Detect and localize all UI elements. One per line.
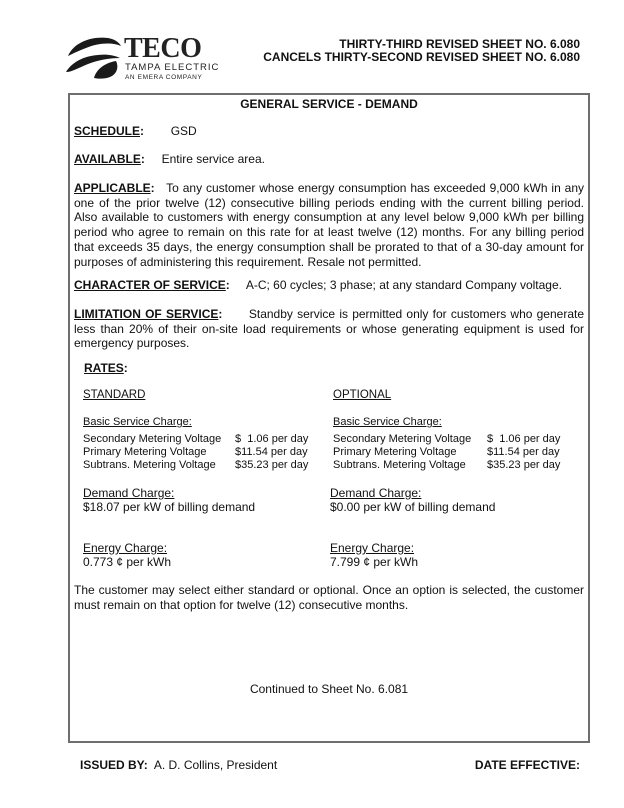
rate-name: Subtrans. Metering Voltage (83, 459, 216, 471)
issued-value: A. D. Collins, President (153, 758, 278, 772)
issued-label: ISSUED BY: (80, 758, 148, 772)
applicable-label: APPLICABLE (74, 181, 151, 195)
character-value: A-C; 60 cycles; 3 phase; at any standard Company voltage. (245, 278, 562, 292)
rate-row (333, 446, 560, 459)
applicable-section: APPLICABLE: To any customer whose energy consumption has exceeded 9,000 kWh in any one of the prior twelve (12) consecutive billing periods ending with the current billing period. Also available to customers with energy consumption at any level below 9,000 kWh per billing period who agree to remain on this rate for at least twelve (12) months. For any billing period that exceeds 35 days, the energy consumption shall be prorated to that of a 30-day amount for purposes of administering this requirement. Resale not permitted. (74, 181, 584, 269)
sheet-info (263, 38, 580, 64)
optional-demand (330, 486, 495, 514)
optional-basic-label-text: Basic Service Charge: (333, 416, 442, 428)
schedule-section: SCHEDULE: GSD (74, 124, 197, 138)
document-title: GENERAL SERVICE - DEMAND (240, 97, 418, 111)
optional-demand-label: Demand Charge: (330, 486, 422, 500)
rate-name: Primary Metering Voltage (333, 446, 457, 458)
logo-name: TECO (124, 33, 202, 64)
applicable-text: To any customer whose energy consumption has exceeded 9,000 kWh in any one of the prior twelve (12) consecutive billing periods ending with the current billing period. Also available to customers with energy consumption at any level below 9,000 kWh per billing period who agree to remain on this rate for at least twelve (12) months. For any billing period that exceeds 35 days, the energy consumption shall be prorated to that of a 30-day amount for purposes of administering this requirement. Resale not permitted. (74, 181, 584, 269)
logo-tagline: AN EMERA COMPANY (125, 74, 203, 81)
rate-name: Subtrans. Metering Voltage (333, 459, 466, 471)
rates-heading: RATES: (84, 361, 128, 375)
rate-row (83, 459, 308, 472)
standard-heading (83, 389, 145, 402)
standard-demand (83, 486, 255, 514)
rate-name: Secondary Metering Voltage (83, 433, 222, 445)
optional-energy (330, 541, 418, 569)
optional-energy-value: 7.799 ¢ per kWh (330, 555, 419, 569)
standard-basic-label-text: Basic Service Charge: (83, 416, 192, 428)
optional-basic-list (333, 433, 560, 472)
teco-logo (64, 34, 244, 82)
standard-basic-list (83, 433, 308, 472)
date-effective: DATE EFFECTIVE: (474, 758, 580, 772)
available-label: AVAILABLE (74, 152, 141, 166)
rate-row (83, 446, 308, 459)
limitation-label: LIMITATION OF SERVICE (74, 307, 219, 321)
tariff-box (68, 93, 590, 743)
character-section: CHARACTER OF SERVICE: A-C; 60 cycles; 3 phase; at any standard Company voltage. (74, 278, 562, 292)
optional-energy-label: Energy Charge: (330, 541, 415, 555)
selection-note: The customer may select either standard or optional. Once an option is selected, the customer must remain on that option for twelve (12) consecutive months. (74, 583, 584, 612)
standard-demand-value: $18.07 per kW of billing demand (83, 500, 256, 514)
rate-value: $ 1.06 per day (235, 433, 309, 445)
standard-energy-value: 0.773 ¢ per kWh (83, 555, 172, 569)
rate-value: $35.23 per day (235, 459, 309, 471)
available-section: AVAILABLE: Entire service area. (74, 152, 265, 166)
rate-value: $35.23 per day (487, 459, 561, 471)
rate-row (333, 433, 560, 446)
issued-by (80, 758, 277, 772)
rate-row (333, 459, 560, 472)
optional-heading (333, 389, 391, 402)
available-value: Entire service area. (161, 152, 265, 166)
rates-label: RATES (84, 361, 124, 375)
standard-energy (83, 541, 171, 569)
standard-basic-label (83, 416, 192, 429)
teco-swoosh-icon (64, 34, 124, 80)
logo-subtitle: TAMPA ELECTRIC (125, 62, 220, 73)
continued-note: Continued to Sheet No. 6.081 (249, 682, 409, 696)
rate-name: Secondary Metering Voltage (333, 433, 472, 445)
cancels-sheet: CANCELS THIRTY-SECOND REVISED SHEET NO. 6.080 (263, 50, 580, 64)
limitation-section: LIMITATION OF SERVICE: Standby service is permitted only for customers who generate less than 20% of their on-site load requirements or whose generating equipment is used for emergency purposes. (74, 307, 585, 351)
rate-name: Primary Metering Voltage (83, 446, 207, 458)
schedule-value: GSD (170, 124, 197, 138)
standard-heading-text: STANDARD (83, 389, 146, 401)
sheet-number: THIRTY-THIRD REVISED SHEET NO. 6.080 (339, 37, 580, 51)
schedule-label: SCHEDULE (74, 124, 141, 138)
rate-row (83, 433, 308, 446)
standard-energy-label: Energy Charge: (83, 541, 168, 555)
rate-value: $11.54 per day (487, 446, 560, 458)
standard-demand-label: Demand Charge: (83, 486, 175, 500)
character-label: CHARACTER OF SERVICE (74, 278, 226, 292)
optional-demand-value: $0.00 per kW of billing demand (330, 500, 496, 514)
optional-heading-text: OPTIONAL (333, 389, 392, 401)
rate-value: $ 1.06 per day (487, 433, 561, 445)
limitation-text: Standby service is permitted only for customers who generate less than 20% of their on-site load requirements or whose generating equipment is used for emergency purposes. (74, 307, 585, 351)
optional-basic-label (333, 416, 442, 429)
rate-value: $11.54 per day (235, 446, 308, 458)
